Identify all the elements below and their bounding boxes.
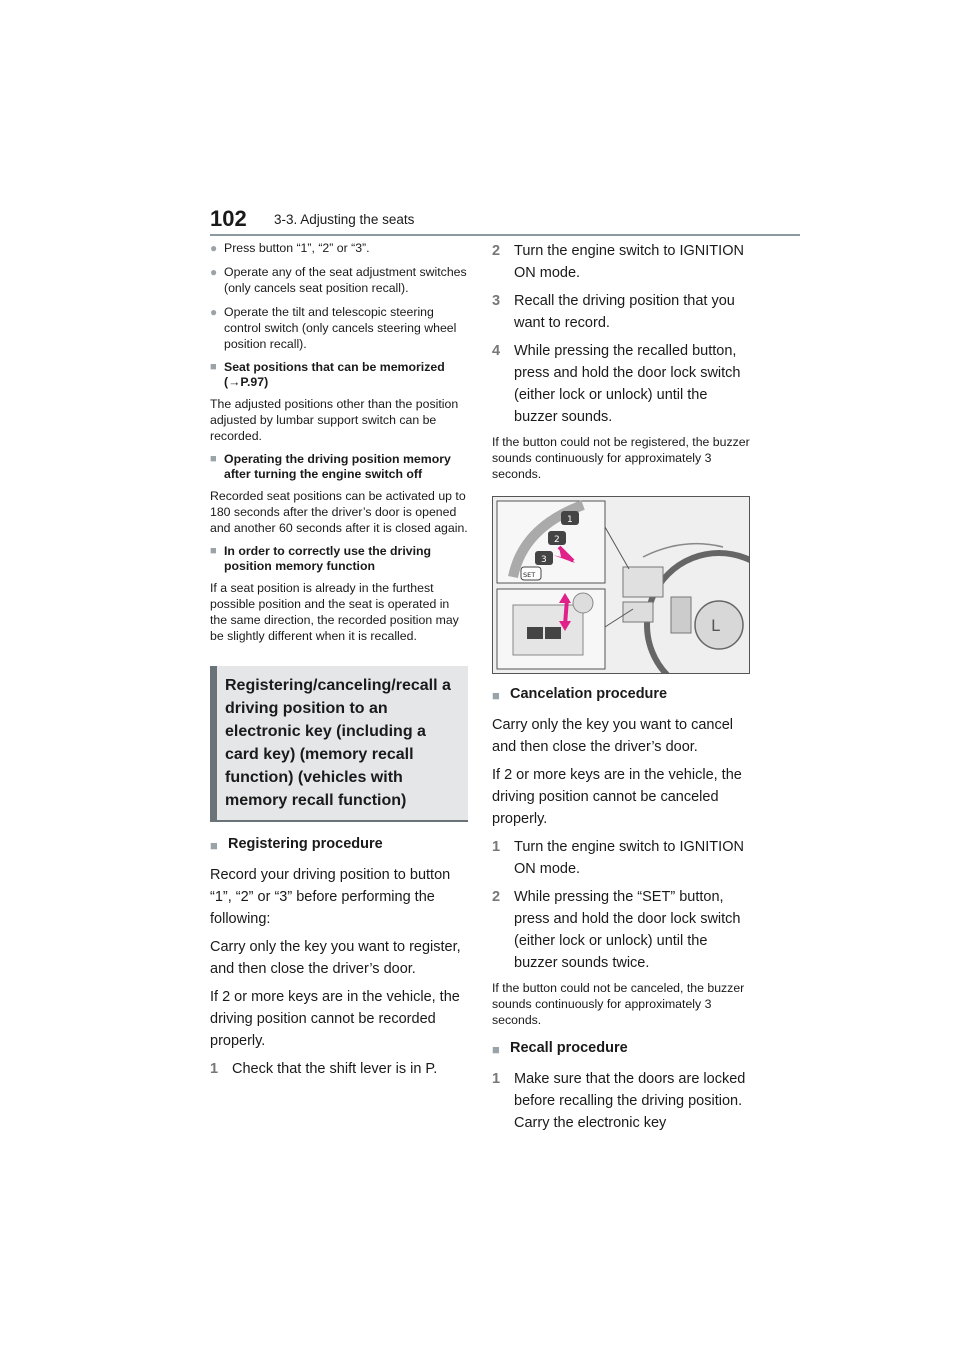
right-column [492,240,750,1140]
subheading-recall: ■ Recall procedure [492,1038,750,1060]
bullet-item: ● Operate the tilt and telescopic steering control switch (only cancels steering wheel position recall). [210,305,457,351]
memory-button-3-label: 3 [541,555,547,565]
header-rule [210,234,800,236]
registering-note: If the button could not be registered, the buzzer sounds continuously for approximately 3 seconds. [492,435,750,481]
section-title: 3-3. Adjusting the seats [274,212,415,227]
after-off-text: Recorded seat positions can be activated up to 180 seconds after the driver’s door is opened and another 60 seconds after it is closed again. [210,489,468,535]
bullet-item: ● Operate any of the seat adjustment switches (only cancels seat position recall). [210,265,467,295]
memory-switch-illustration [492,496,750,674]
memory-button-1-label: 1 [567,515,573,525]
square-icon: ■ [210,838,218,853]
subheading-correct-use: ■ In order to correctly use the driving position memory function [210,544,432,573]
subheading-after-off: ■ Operating the driving position memory after turning the engine switch off [210,452,451,481]
registering-text: Carry only the key you want to register, and then close the driver’s door. [210,939,461,977]
bullet-dot-icon: ● [210,265,218,279]
square-icon: ■ [492,1042,500,1057]
step-item: 1 Check that the shift lever is in P. [210,1061,438,1077]
cancelation-text: If 2 or more keys are in the vehicle, the driving position cannot be canceled properly. [492,767,742,827]
memorized-text: The adjusted positions other than the position adjusted by lumbar support switch can be recorded. [210,397,459,443]
page-number: 102 [210,206,247,231]
step-item: 4 While pressing the recalled button, press and hold the door lock switch (either lock or unlock) until the buzzer sounds. [492,343,741,425]
memory-button-2-label: 2 [554,535,560,545]
bullet-dot-icon: ● [210,305,218,319]
set-button-label: SET [523,571,536,579]
square-icon: ■ [210,361,217,373]
step-item: 1 Turn the engine switch to IGNITION ON mode. [492,839,744,877]
step-item: 3 Recall the driving position that you want to record. [492,293,735,331]
left-column [210,240,468,1086]
step-item: 2 Turn the engine switch to IGNITION ON mode. [492,243,744,281]
square-icon: ■ [210,453,217,465]
svg-text:L: L [711,616,720,635]
subheading-memorized: ■ Seat positions that can be memorized (→P.97) [210,360,445,389]
section-title-box: Registering/canceling/recall a driving position to an electronic key (including a card key) (memory recall function) (vehicles with memory recall function) [210,666,468,822]
illustration-svg [493,497,749,673]
subheading-registering: ■ Registering procedure [210,834,468,856]
square-icon: ■ [210,545,217,557]
registering-text: Record your driving position to button “1”, “2” or “3” before performing the following: [210,867,451,927]
cancelation-text: Carry only the key you want to cancel and then close the driver’s door. [492,717,733,755]
registering-text: If 2 or more keys are in the vehicle, the driving position cannot be recorded properly. [210,989,460,1049]
page-header [210,206,800,236]
cancelation-note: If the button could not be canceled, the buzzer sounds continuously for approximately 3 seconds. [492,981,745,1027]
subheading-cancelation: ■ Cancelation procedure [492,684,750,706]
correct-use-text: If a seat position is already in the furthest possible position and the seat is operated in the same direction, the recorded position may be slightly different when it is recalled. [210,581,459,643]
bullet-item: ● Press button “1”, “2” or “3”. [210,241,370,255]
square-icon: ■ [492,688,500,703]
step-item: 2 While pressing the “SET” button, press and hold the door lock switch (either lock or unlock) until the buzzer sounds twice. [492,889,741,971]
step-item: 1 Make sure that the doors are locked before recalling the driving position. Carry the electronic key [492,1071,746,1131]
bullet-dot-icon: ● [210,241,218,255]
